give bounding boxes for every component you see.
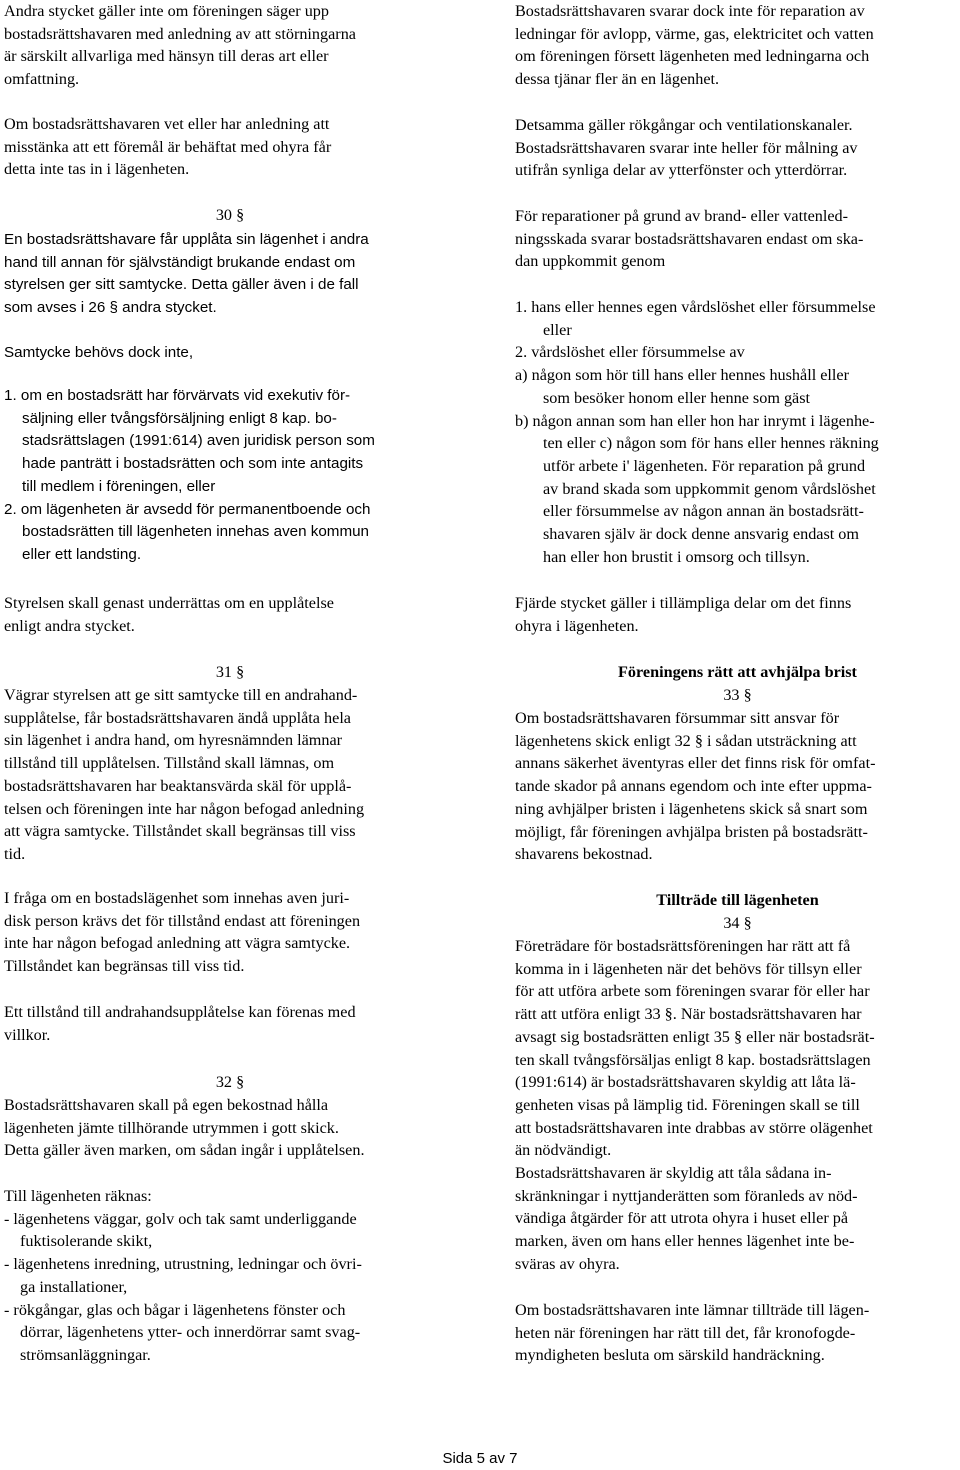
left-s31-body-line: telsen och föreningen inte har någon befogad anledning xyxy=(4,799,365,818)
right-p2-line: Detsamma gäller rökgångar och ventilationskanaler. xyxy=(515,116,853,134)
right-s34-body-line: Företrädare för bostadsrättsföreningen har rätt att få xyxy=(515,937,851,955)
right-s34-body-line: genheten visas på lämplig tid. Föreningen skall se till xyxy=(515,1095,860,1114)
right-h-foreningens: Föreningens rätt att avhjälpa brist xyxy=(618,663,857,681)
left-s30-body-line: som avses i 26 § andra stycket. xyxy=(4,299,217,317)
left-s31-p2-line: inte har någon befogad anledning att vägra samtycke. xyxy=(4,934,351,953)
right-s34-body-line: skränkningar i nyttjanderätten som föranleds av nöd- xyxy=(515,1186,858,1205)
left-s32-list-line: ga installationer, xyxy=(20,1277,128,1296)
left-s30-styrelsen-line: Styrelsen skall genast underrättas om en upplåtelse xyxy=(4,594,334,612)
right-list-line: utför arbete i' lägenheten. För reparation på grund xyxy=(543,456,866,475)
right-s34-body-line: att bostadsrättshavaren inte drabbas av större olägenhet xyxy=(515,1118,873,1137)
right-s34-heading: 34 § xyxy=(723,914,752,932)
right-p4-line: Fjärde stycket gäller i tillämpliga delar om det finns xyxy=(515,594,852,612)
right-s34-p2-line: myndigheten besluta om särskild handräckning. xyxy=(515,1346,825,1365)
right-list-line: som besöker honom eller henne som gäst xyxy=(543,388,811,407)
right-s33-body-line: ning avhjälper bristen i lägenhetens skick så snart som xyxy=(515,799,868,818)
left-s32-body-line: Bostadsrättshavaren skall på egen bekostnad hålla xyxy=(4,1096,329,1114)
left-s32-list-line: fuktisolerande skikt, xyxy=(20,1232,153,1251)
right-p3-line: dan uppkommit genom xyxy=(515,252,666,271)
left-s31-heading: 31 § xyxy=(215,663,245,681)
right-s34-body-line: vändiga åtgärder för att utrota ohyra i huset eller på xyxy=(515,1209,849,1228)
right-list-line: 1. hans eller hennes egen vårdslöshet eller försummelse xyxy=(515,298,876,316)
page-number: Sida 5 av 7 xyxy=(442,1450,518,1467)
left-s32-list-line: - lägenhetens väggar, golv och tak samt underliggande xyxy=(4,1209,357,1228)
right-s33-body-line: Om bostadsrättshavaren försummar sitt ansvar för xyxy=(515,709,840,727)
left-s32-list-line: strömsanläggningar. xyxy=(20,1345,151,1364)
right-s33-body-line: annans säkerhet äventyras eller det finns risk för omfat- xyxy=(515,754,876,773)
left-s31-p3-line: Ett tillstånd till andrahandsupplåtelse kan förenas med xyxy=(4,1003,356,1021)
left-s32-list-line: - rökgångar, glas och bågar i lägenhetens fönster och xyxy=(4,1300,346,1319)
left-s31-p2-line: I fråga om en bostadslägenhet som innehas aven juri- xyxy=(4,889,350,907)
right-s34-p2-line: Om bostadsrättshavaren inte lämnar tillträde till lägen- xyxy=(515,1301,870,1319)
left-p2-line: Om bostadsrättshavaren vet eller har anledning att xyxy=(4,115,330,133)
right-p1-line: dessa tjänar fler än en lägenhet. xyxy=(515,70,720,89)
right-p4-line: ohyra i lägenheten. xyxy=(515,616,639,635)
left-s31-body-line: tillstånd till upplåtelsen. Tillstånd skall lämnas, om xyxy=(4,754,335,773)
left-s31-body-line: sin lägenhet i andra hand, om hyresnämnden lämnar xyxy=(4,731,343,750)
right-s34-body-line: än nödvändigt. xyxy=(515,1141,612,1160)
left-s31-p2-line: Tillståndet kan begränsas till viss tid. xyxy=(4,957,245,976)
left-s31-body-line: supplåtelse, får bostadsrättshavaren ändå upplåta hela xyxy=(4,708,351,727)
right-p1-line: Bostadsrättshavaren svarar dock inte för reparation av xyxy=(515,2,865,20)
left-s30-list-line: hade panträtt i bostadsrätten och som inte antagits xyxy=(22,455,364,473)
right-list-line: shavaren själv är dock denne ansvarig endast om xyxy=(543,525,859,543)
left-s31-body-line: tid. xyxy=(4,844,26,863)
right-p3-line: ningsskada svarar bostadsrättshavaren endast om ska- xyxy=(515,229,864,248)
left-s32-list-line: Till lägenheten räknas: xyxy=(4,1187,152,1205)
right-s34-body-line: marken, även om hans eller hennes lägenhet inte be- xyxy=(515,1232,855,1251)
right-s34-body-line: Bostadsrättshavaren är skyldig att tåla sådana in- xyxy=(515,1164,832,1182)
left-s30-list-line: 2. om lägenheten är avsedd för permanentboende och xyxy=(4,500,371,518)
left-s30-list-line: säljning eller tvångsförsäljning enligt 8 kap. bo- xyxy=(22,409,337,427)
right-list-line: b) någon annan som han eller hon har inrymt i lägenhe- xyxy=(515,411,875,430)
right-s33-heading: 33 § xyxy=(723,686,752,704)
left-s30-list-line: bostadsrätten till lägenheten innehas aven kommun xyxy=(22,523,370,541)
right-p1-line: om föreningen försett lägenheten med ledningarna och xyxy=(515,47,870,66)
left-s30-styrelsen-line: enligt andra stycket. xyxy=(4,616,135,635)
right-s33-body-line: shavarens bekostnad. xyxy=(515,845,653,864)
left-s32-list-line: - lägenhetens inredning, utrustning, ledningar och övri- xyxy=(4,1255,362,1274)
right-s34-body-line: sväras av ohyra. xyxy=(515,1254,620,1273)
right-s34-body-line: för att utföra arbete som föreningen svarar för eller har xyxy=(515,982,870,1001)
left-s30-list-line: till medlem i föreningen, eller xyxy=(22,477,216,495)
left-s32-body-line: lägenheten jämte tillhörande utrymmen i gott skick. xyxy=(4,1118,339,1137)
left-s30-samtycke-line: Samtycke behövs dock inte, xyxy=(4,344,194,361)
left-s31-body-line: bostadsrättshavaren har beaktansvärda skäl för upplå- xyxy=(4,776,352,795)
right-list-line: a) någon som hör till hans eller hennes hushåll eller xyxy=(515,366,850,385)
left-p1-line: bostadsrättshavaren med anledning av att störningarna xyxy=(4,24,356,43)
left-p2-line: detta inte tas in i lägenheten. xyxy=(4,160,190,179)
right-list-line: ten eller c) någon som för hans eller hennes räkning xyxy=(543,434,879,453)
right-list-line: 2. vårdslöshet eller försummelse av xyxy=(515,343,745,362)
right-s34-body-line: ten skall tvångsförsäljas enligt 8 kap. bostadsrättslagen xyxy=(515,1050,871,1069)
left-s31-p2-line: disk person krävs det för tillstånd endast att föreningen xyxy=(4,911,361,930)
left-s30-body-line: hand till annan för självständigt brukande endast om xyxy=(4,253,356,271)
left-s30-body-line: En bostadsrättshavare får upplåta sin lägenhet i andra xyxy=(4,231,369,248)
right-list-line: eller försummelse av någon annan än bostadsrätt- xyxy=(543,502,864,521)
left-s32-body-line: Detta gäller även marken, om sådan ingår i upplåtelsen. xyxy=(4,1141,365,1160)
left-s30-heading: 30 § xyxy=(215,206,245,224)
right-list-line: eller xyxy=(543,320,572,339)
right-list-line: av brand skada som uppkommit genom vårdslöshet xyxy=(543,479,876,498)
right-h-tilltrade: Tillträde till lägenheten xyxy=(656,891,819,909)
left-s32-heading: 32 § xyxy=(215,1073,245,1091)
right-s33-body-line: tande skador på annans egendom och inte efter uppma- xyxy=(515,777,872,796)
left-s32-list-line: dörrar, lägenhetens ytter- och innerdörrar samt svag- xyxy=(20,1323,361,1342)
left-s30-list-line: 1. om en bostadsrätt har förvärvats vid exekutiv för- xyxy=(4,387,351,404)
right-s33-body-line: lägenhetens skick enligt 32 § i sådan utsträckning att xyxy=(515,731,857,750)
left-s30-list-line: stadsrättslagen (1991:614) aven juridisk person som xyxy=(22,432,375,450)
right-list-line: han eller hon brustit i omsorg och tillsyn. xyxy=(543,547,810,566)
left-p1-line: är särskilt allvarliga med hänsyn till deras art eller xyxy=(4,47,329,66)
left-s30-list-line: eller ett landsting. xyxy=(22,545,142,563)
right-p2-line: utifrån synliga delar av ytterfönster och ytterdörrar. xyxy=(515,161,848,180)
right-s34-body-line: (1991:614) är bostadsrättshavaren skyldig att låta lä- xyxy=(515,1073,856,1092)
left-s31-body-line: att vägra samtycke. Tillståndet skall begränsas till viss xyxy=(4,822,356,841)
right-s34-body-line: rätt att utföra enligt 33 §. När bostadsrättshavaren har xyxy=(515,1005,862,1024)
left-s31-body-line: Vägrar styrelsen att ge sitt samtycke till en andrahand- xyxy=(4,686,358,704)
right-p1-line: ledningar för avlopp, värme, gas, elektricitet och vatten xyxy=(515,24,874,43)
right-s34-p2-line: heten när föreningen har rätt till det, får kronofogde- xyxy=(515,1323,856,1342)
left-p1-line: omfattning. xyxy=(4,70,80,89)
right-s34-body-line: komma in i lägenheten när det behövs för tillsyn eller xyxy=(515,959,862,978)
left-s31-p3-line: villkor. xyxy=(4,1025,51,1044)
left-p1-line: Andra stycket gäller inte om föreningen säger upp xyxy=(4,2,329,20)
right-s33-body-line: möjligt, får föreningen avhjälpa bristen på bostadsrätt- xyxy=(515,822,868,841)
right-p2-line: Bostadsrättshavaren svarar inte heller för målning av xyxy=(515,138,858,157)
left-p2-line: misstänka att ett föremål är behäftat med ohyra får xyxy=(4,137,332,156)
right-s34-body-line: avsagt sig bostadsrätten enligt 35 § eller när bostadsrät- xyxy=(515,1027,875,1046)
right-p3-line: För reparationer på grund av brand- eller vattenled- xyxy=(515,207,849,225)
left-s30-body-line: styrelsen ger sitt samtycke. Detta gäller även i de fall xyxy=(4,276,359,294)
